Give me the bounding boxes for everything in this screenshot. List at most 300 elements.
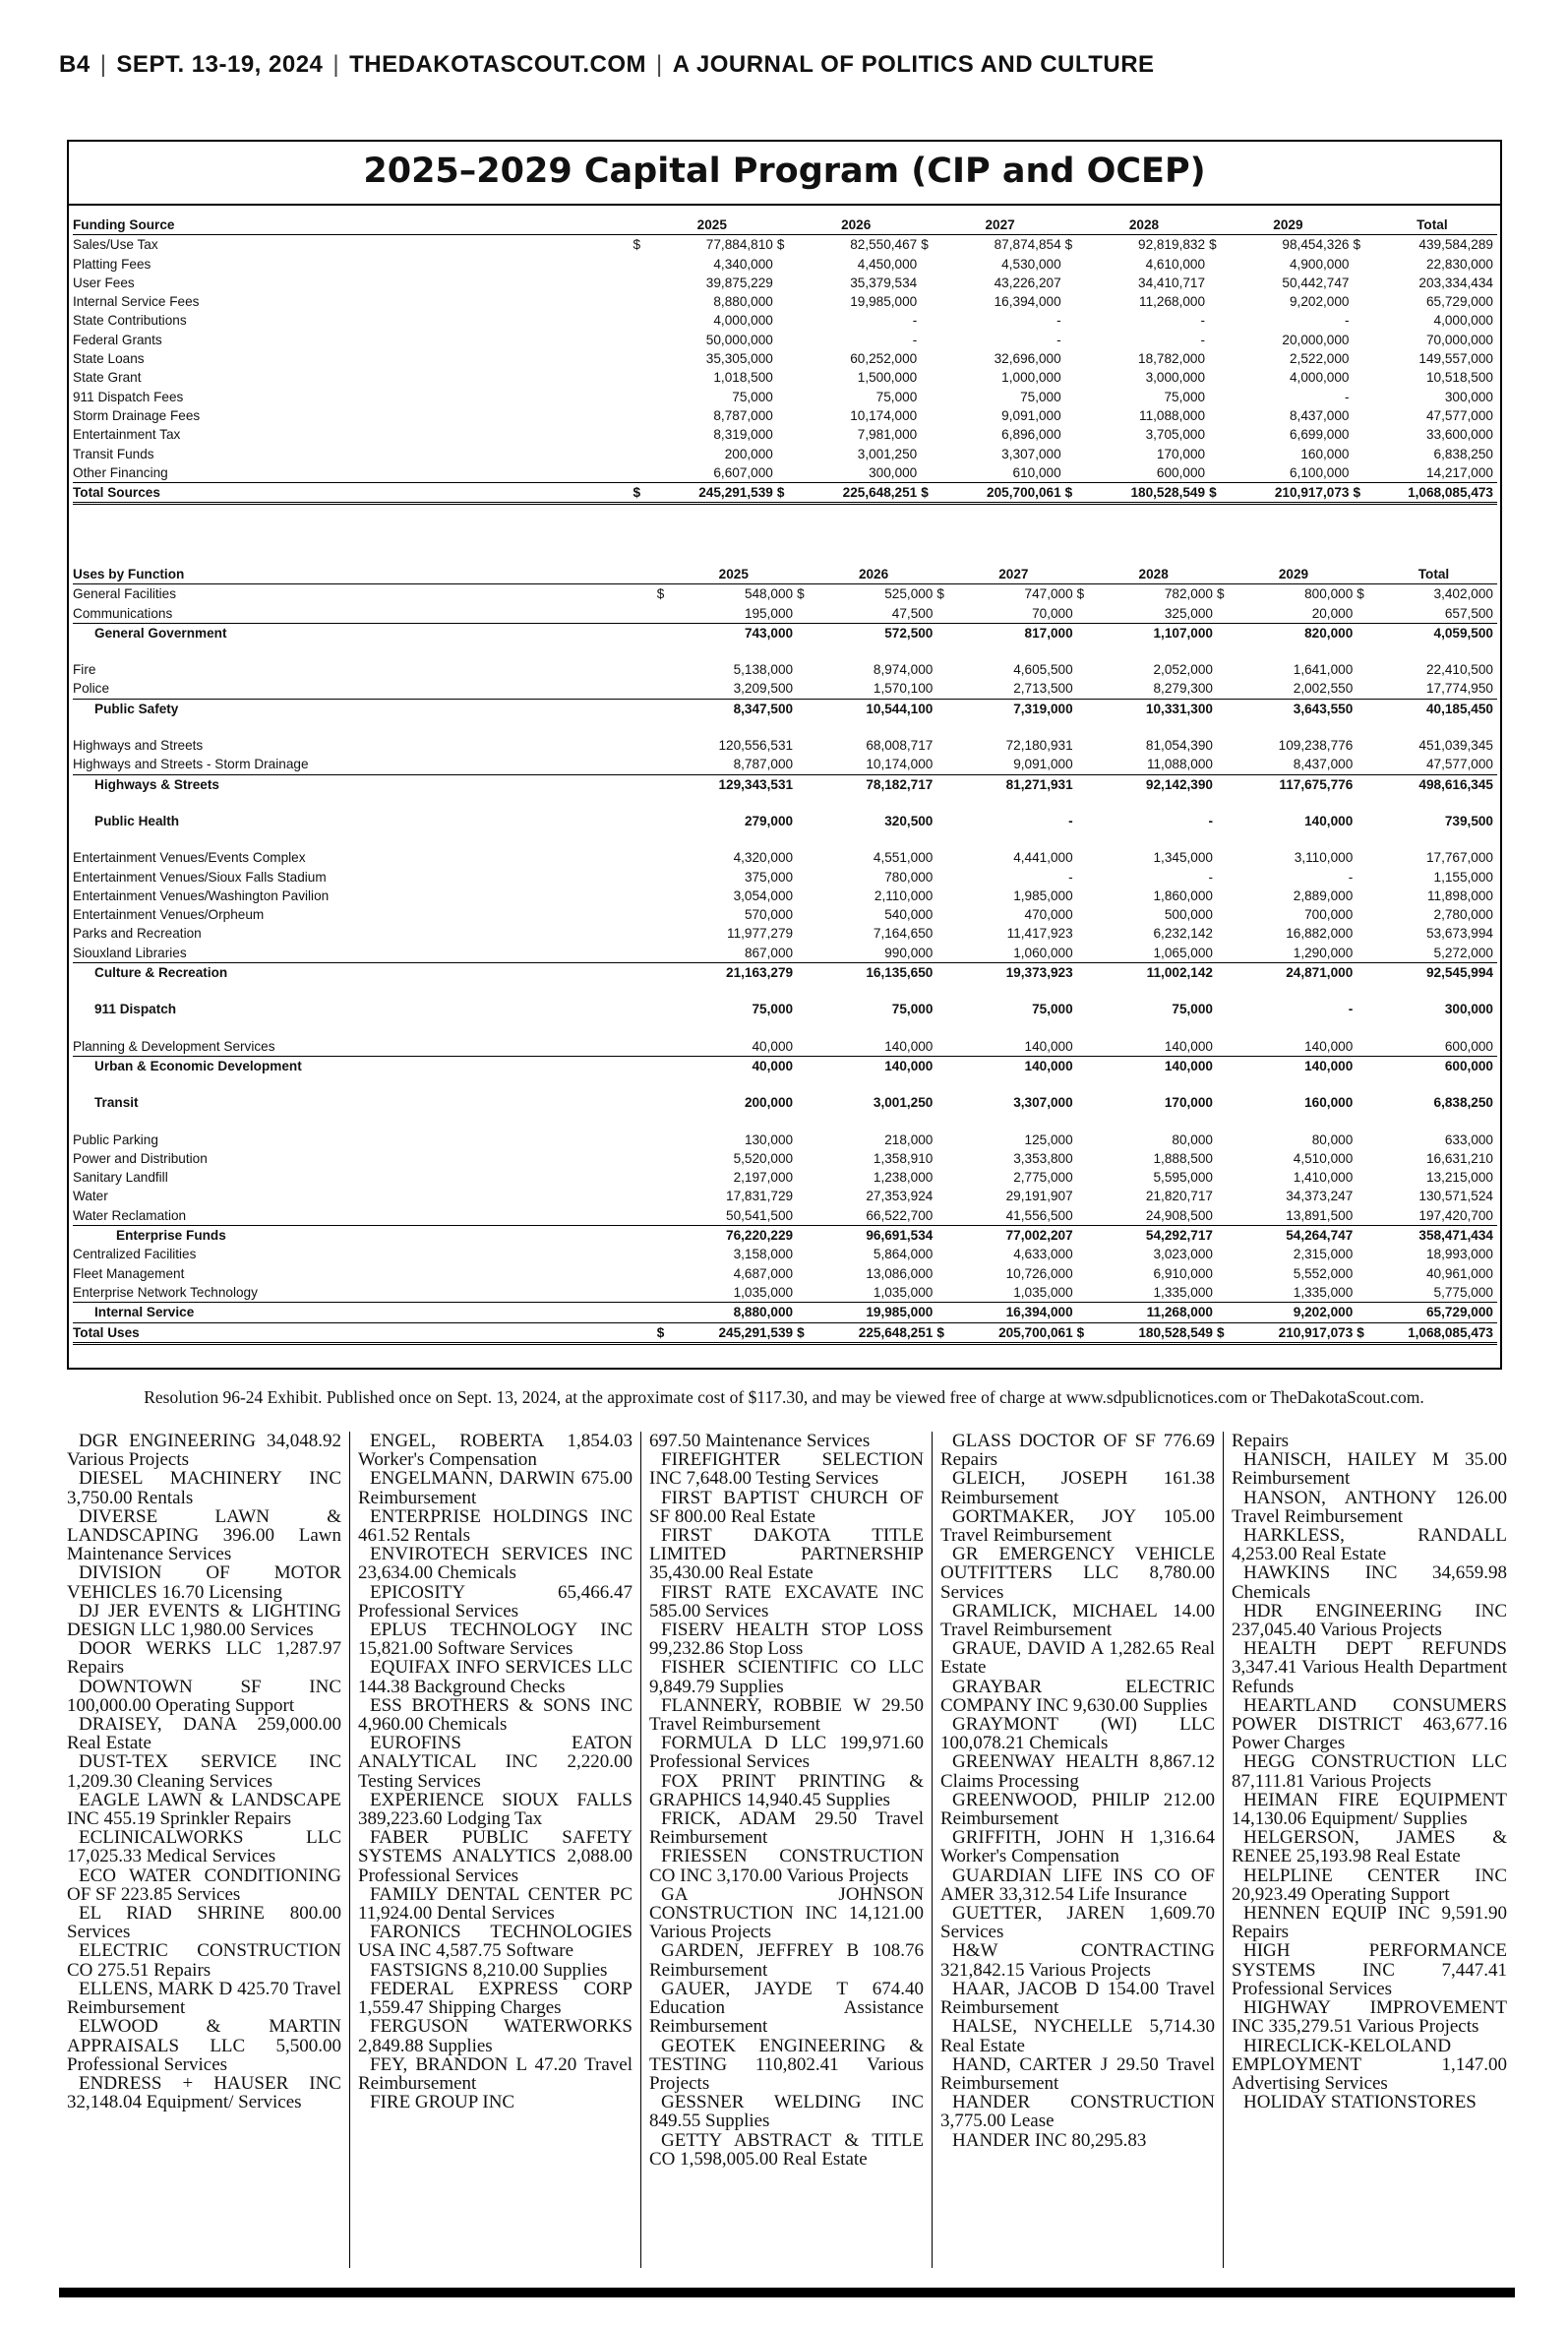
row-value: 10,726,000 [1005, 1265, 1073, 1281]
table-row [73, 463, 1497, 483]
row-label: Highways and Streets - Storm Drainage [73, 755, 657, 774]
vendor-entry: HANDER CONSTRUCTION 3,775.00 Lease [940, 2092, 1215, 2132]
row-value: 1,888,500 [1153, 1150, 1213, 1166]
dollar-sign [657, 1245, 675, 1263]
table-header-row [73, 565, 1497, 584]
row-value: 6,699,000 [1289, 427, 1350, 443]
row-value: 439,584,289 [1418, 237, 1493, 253]
dollar-sign [797, 963, 814, 983]
row-value: 1,060,000 [954, 944, 1077, 963]
vendor-entry: FLANNERY, ROBBIE W 29.50 Travel Reimbursement [649, 1694, 924, 1736]
dollar-sign [936, 1000, 954, 1018]
table-row [73, 848, 1497, 867]
dollar-sign [936, 887, 954, 905]
row-value: 170,000 [1164, 1095, 1213, 1111]
dollar-sign: $ [921, 237, 929, 253]
vendor-entry: HDR ENGINEERING INC 237,045.40 Various Projects [1232, 1600, 1507, 1641]
row-value: 8,437,000 [1289, 407, 1350, 423]
dollar-sign [1209, 445, 1227, 463]
vendor-entry: HIGHWAY IMPROVEMENT INC 335,279.51 Various Projects [1232, 1997, 1507, 2038]
table-row [73, 584, 1497, 604]
dollar-sign [1353, 445, 1370, 463]
table-row [73, 868, 1497, 887]
spacer [1209, 215, 1227, 235]
dollar-sign [936, 604, 954, 624]
row-label: Highways and Streets [73, 738, 204, 754]
row-value: 76,220,229 [726, 1228, 794, 1244]
dollar-sign [633, 349, 650, 368]
vendor-entry: FIREFIGHTER SELECTION INC 7,648.00 Testing Services [649, 1449, 924, 1490]
table-row [73, 445, 1497, 463]
dollar-sign [921, 292, 938, 311]
dollar-sign [1065, 331, 1083, 349]
row-label: State Contributions [73, 313, 187, 329]
dollar-sign [921, 255, 938, 274]
row-label: 911 Dispatch [94, 1002, 177, 1017]
table-row [73, 1283, 1497, 1303]
row-value: 3,001,250 [857, 446, 918, 461]
vendor-entry: EQUIFAX INFO SERVICES LLC 144.38 Background Checks [358, 1657, 633, 1697]
row-value: 125,000 [1024, 1132, 1073, 1147]
row-value: 2,110,000 [874, 887, 934, 903]
vendor-entry: HEALTH DEPT REFUNDS 3,347.41 Various Health Department Refunds [1232, 1638, 1507, 1697]
table-row [73, 905, 1497, 924]
vendor-entry: GETTY ABSTRACT & TITLE CO 1,598,005.00 Real Estate [649, 2129, 924, 2170]
dollar-sign [1217, 887, 1235, 905]
row-value: 2,315,000 [1293, 1247, 1354, 1262]
dollar-sign [1077, 963, 1095, 983]
dollar-sign [1077, 1206, 1095, 1226]
dollar-sign [657, 1206, 675, 1226]
table-row [73, 774, 1497, 794]
dollar-sign: $ [633, 483, 650, 504]
row-value: 40,961,000 [1425, 1265, 1493, 1281]
row-value: 9,202,000 [1289, 294, 1350, 310]
dollar-sign [797, 868, 814, 887]
dollar-sign [1077, 868, 1095, 887]
dollar-sign [1077, 1303, 1095, 1322]
dollar-sign [657, 868, 675, 887]
row-value: 8,880,000 [713, 294, 773, 310]
dollar-sign [936, 1245, 954, 1263]
row-value: - [1200, 332, 1206, 347]
issue-date: SEPT. 13-19, 2024 [116, 51, 324, 78]
dollar-sign [1217, 1303, 1235, 1322]
row-value: 140,000 [954, 1037, 1077, 1057]
dollar-sign [1353, 331, 1370, 349]
dollar-sign: $ [936, 1322, 954, 1343]
table-row [73, 1303, 1497, 1322]
dollar-sign [921, 406, 938, 425]
dollar-sign [1217, 905, 1235, 924]
dollar-sign [1217, 848, 1235, 867]
row-value: 4,000,000 [1289, 370, 1350, 386]
dollar-sign [797, 1149, 814, 1168]
dollar-sign [1217, 623, 1235, 642]
dollar-sign [777, 311, 795, 330]
row-value: 180,528,549 [1094, 1322, 1217, 1343]
dollar-sign [1217, 963, 1235, 983]
dollar-sign [797, 812, 814, 830]
dollar-sign [921, 425, 938, 444]
dollar-sign [1357, 623, 1374, 642]
dollar-sign [936, 1149, 954, 1168]
vendor-entry: GEOTEK ENGINEERING & TESTING 110,802.41 Various Projects [649, 2035, 924, 2094]
row-value: 34,410,717 [1138, 275, 1206, 290]
spacer [936, 565, 954, 584]
dollar-sign [797, 1245, 814, 1263]
row-value: 34,373,247 [1286, 1189, 1354, 1204]
dollar-sign [1357, 736, 1374, 755]
row-value: 54,292,717 [1145, 1228, 1213, 1244]
dollar-sign [1357, 868, 1374, 887]
dollar-sign [657, 1056, 675, 1075]
row-value: 16,394,000 [994, 294, 1061, 310]
dollar-sign [936, 1131, 954, 1149]
row-value: 6,896,000 [1001, 427, 1061, 443]
dollar-sign [1217, 1037, 1235, 1057]
vendor-entry: FIRST DAKOTA TITLE LIMITED PARTNERSHIP 35,430.00 Real Estate [649, 1525, 924, 1584]
row-label: Urban & Economic Development [94, 1058, 302, 1073]
row-value: 5,864,000 [873, 1247, 934, 1262]
vendor-entry: ECO WATER CONDITIONING OF SF 223.85 Services [67, 1865, 341, 1905]
dollar-sign [1077, 1264, 1095, 1283]
vendor-column [641, 1432, 933, 2268]
dollar-sign [936, 660, 954, 679]
vendor-entry: ESS BROTHERS & SONS INC 4,960.00 Chemicals [358, 1694, 633, 1736]
vendor-entry: FOX PRINT PRINTING & GRAPHICS 14,940.45 Supplies [649, 1770, 924, 1810]
vendor-entry: DIVISION OF MOTOR VEHICLES 16.70 Licensing [67, 1562, 341, 1603]
dollar-sign [1357, 604, 1374, 624]
row-value: 170,000 [1156, 446, 1206, 461]
dollar-sign [1217, 679, 1235, 699]
row-label: Transit Funds [73, 446, 154, 461]
row-value: 375,000 [744, 869, 794, 885]
column-header-year: Total [1374, 565, 1497, 584]
table-row [73, 1149, 1497, 1168]
row-value: 75,000 [1020, 389, 1061, 404]
row-value: 540,000 [884, 907, 934, 923]
row-value: 498,616,345 [1418, 776, 1493, 792]
row-value: 129,343,531 [718, 776, 794, 792]
vendor-entry: EPLUS TECHNOLOGY INC 15,821.00 Software Services [358, 1620, 633, 1660]
vendor-entry: ECLINICALWORKS LLC 17,025.33 Medical Services [67, 1827, 341, 1867]
vendor-entry: EPICOSITY 65,466.47 Professional Services [358, 1581, 633, 1621]
row-value: - [1348, 869, 1354, 885]
table-row [73, 1131, 1497, 1149]
dollar-sign [1217, 755, 1235, 774]
dollar-sign [936, 812, 954, 830]
row-value: 13,086,000 [866, 1265, 934, 1281]
dollar-sign [633, 311, 650, 330]
dollar-sign: $ [1357, 586, 1364, 602]
row-value: 8,437,000 [1235, 755, 1357, 774]
dollar-sign [1217, 699, 1235, 718]
vendor-listing-columns [59, 1432, 1515, 2268]
vendor-entry: FEY, BRANDON L 47.20 Travel Reimbursement [358, 2053, 633, 2094]
row-value: 225,648,251 [814, 1322, 937, 1343]
dollar-sign [1209, 368, 1227, 387]
row-value: 130,571,524 [1418, 1189, 1493, 1204]
dollar-sign [1353, 368, 1370, 387]
row-value: 451,039,345 [1418, 738, 1493, 754]
row-label: Internal Service Fees [73, 294, 200, 310]
row-value: 18,782,000 [1138, 351, 1206, 367]
vendor-entry: GLASS DOCTOR OF SF 776.69 Repairs [940, 1431, 1215, 1471]
vendor-entry: HELPLINE CENTER INC 20,923.49 Operating Support [1232, 1865, 1507, 1905]
vendor-column [1224, 1432, 1515, 2268]
row-value: 1,410,000 [1293, 1170, 1354, 1186]
vendor-entry: EUROFINS EATON ANALYTICAL INC 2,220.00 Testing Services [358, 1733, 633, 1792]
row-value: 3,307,000 [1013, 1095, 1073, 1111]
dollar-sign [1077, 660, 1095, 679]
dollar-sign [1077, 812, 1095, 830]
row-value: 11,417,923 [1006, 926, 1073, 942]
dollar-sign [1217, 1000, 1235, 1018]
dollar-sign [1357, 774, 1374, 794]
table-row [73, 292, 1497, 311]
row-value: 16,394,000 [954, 1303, 1077, 1322]
dollar-sign [1353, 349, 1370, 368]
vendor-entry: ENVIROTECH SERVICES INC 23,634.00 Chemicals [358, 1544, 633, 1584]
vendor-entry: GRAMLICK, MICHAEL 14.00 Travel Reimbursement [940, 1600, 1215, 1641]
dollar-sign [1217, 1283, 1235, 1303]
row-value: 40,000 [752, 1058, 794, 1073]
row-value: 14,217,000 [1371, 463, 1497, 483]
row-label: State Grant [73, 370, 142, 386]
table-row [73, 812, 1497, 830]
row-value: 817,000 [1024, 625, 1073, 641]
vendor-entry: FABER PUBLIC SAFETY SYSTEMS ANALYTICS 2,088.00 Professional Services [358, 1827, 633, 1886]
row-value: 78,182,717 [866, 776, 934, 792]
row-label: Public Parking [73, 1132, 158, 1147]
row-value: 657,500 [1374, 604, 1497, 624]
row-value: 81,054,390 [1145, 738, 1213, 754]
dollar-sign [1353, 406, 1370, 425]
column-header-label: Funding Source [73, 215, 633, 235]
table-row [73, 388, 1497, 406]
row-value: 81,271,931 [1005, 776, 1073, 792]
row-value: 3,000,000 [1145, 370, 1206, 386]
dollar-sign [657, 1303, 675, 1322]
row-value: 10,331,300 [1145, 701, 1213, 716]
dollar-sign [1077, 755, 1095, 774]
row-value: 1,000,000 [1001, 370, 1061, 386]
row-value: 140,000 [1304, 813, 1354, 828]
row-value: 600,000 [1444, 1058, 1493, 1073]
row-value: 4,605,500 [1013, 662, 1073, 678]
vendor-entry: GREENWOOD, PHILIP 212.00 Reimbursement [940, 1789, 1215, 1830]
vendor-entry: DGR ENGINEERING 34,048.92 Various Projects [67, 1431, 341, 1471]
row-value: 1,018,500 [713, 370, 773, 386]
row-value: 50,000,000 [705, 332, 773, 347]
dollar-sign [633, 274, 650, 292]
row-value: 41,556,500 [954, 1206, 1077, 1226]
dollar-sign [921, 311, 938, 330]
dollar-sign [1065, 388, 1083, 406]
row-value: 1,035,000 [814, 1283, 937, 1303]
vendor-entry: FRIESSEN CONSTRUCTION CO INC 3,170.00 Various Projects [649, 1846, 924, 1886]
dollar-sign [657, 887, 675, 905]
row-label: Sales/Use Tax [73, 237, 158, 253]
dollar-sign [797, 1303, 814, 1322]
row-value: 4,551,000 [873, 850, 934, 866]
row-value: 300,000 [795, 463, 921, 483]
dollar-sign [657, 623, 675, 642]
column-header-year: 2025 [651, 215, 777, 235]
row-value: - [1208, 813, 1213, 828]
row-value: 2,713,500 [954, 679, 1077, 699]
dollar-sign: $ [1209, 237, 1217, 253]
table-row [73, 1168, 1497, 1187]
capital-program-table-box [67, 140, 1502, 1370]
row-label: Public Safety [94, 701, 179, 716]
dollar-sign [797, 1206, 814, 1226]
row-value: 16,631,210 [1425, 1150, 1493, 1166]
vendor-entry: DOOR WERKS LLC 1,287.97 Repairs [67, 1638, 341, 1679]
dollar-sign [633, 463, 650, 483]
dollar-sign [777, 255, 795, 274]
row-value: 10,544,100 [866, 701, 934, 716]
row-value: 20,000,000 [1282, 332, 1350, 347]
spacer-cell [73, 642, 1497, 660]
table-row [73, 1264, 1497, 1283]
dollar-sign [797, 604, 814, 624]
dollar-sign [921, 331, 938, 349]
row-value: 4,340,000 [713, 256, 773, 272]
row-value: 3,402,000 [1433, 586, 1493, 602]
spacer-cell [73, 718, 1497, 736]
vendor-entry: DUST-TEX SERVICE INC 1,209.30 Cleaning Services [67, 1751, 341, 1792]
dollar-sign [1357, 1264, 1374, 1283]
row-value: - [1344, 313, 1350, 329]
dollar-sign [1217, 1149, 1235, 1168]
row-value: 470,000 [1024, 907, 1073, 923]
dollar-sign [1217, 1226, 1235, 1246]
row-value: 47,577,000 [1425, 407, 1493, 423]
dollar-sign [1077, 1037, 1095, 1057]
vendor-entry: HANDER INC 80,295.83 [952, 2129, 1147, 2151]
row-label: Highways & Streets [94, 776, 219, 792]
row-value: 5,272,000 [1374, 944, 1497, 963]
dollar-sign [797, 623, 814, 642]
column-header-year: 2026 [814, 565, 937, 584]
column-header-label: Uses by Function [73, 565, 657, 584]
row-value: 33,600,000 [1425, 427, 1493, 443]
row-value: 4,441,000 [1013, 850, 1073, 866]
row-value: 2,775,000 [1013, 1170, 1073, 1186]
spacer-cell [73, 1113, 1497, 1131]
dollar-sign [1209, 349, 1227, 368]
dollar-sign: $ [1353, 237, 1361, 253]
dollar-sign [1217, 924, 1235, 943]
dollar-sign: $ [1064, 237, 1073, 253]
dollar-sign [1077, 1168, 1095, 1187]
dollar-sign: $ [921, 483, 938, 504]
row-value: 225,648,251 [795, 483, 921, 504]
row-value: 120,556,531 [718, 738, 794, 754]
dollar-sign [1209, 425, 1227, 444]
dollar-sign [633, 406, 650, 425]
row-label: Water Reclamation [73, 1206, 657, 1226]
row-value: - [1056, 313, 1061, 329]
dollar-sign [1217, 944, 1235, 963]
spacer [1357, 565, 1374, 584]
table-row [73, 1187, 1497, 1205]
dollar-sign [1077, 1149, 1095, 1168]
vendor-entry: FEDERAL EXPRESS CORP 1,559.47 Shipping Charges [358, 1978, 633, 2019]
dollar-sign [1209, 255, 1227, 274]
row-value: 4,530,000 [1001, 256, 1061, 272]
row-value: 19,985,000 [850, 294, 918, 310]
row-value: 27,353,924 [866, 1189, 934, 1204]
row-value: 1,107,000 [1153, 625, 1213, 641]
vendor-entry: HENNEN EQUIP INC 9,591.90 Repairs [1232, 1903, 1507, 1943]
row-value: 19,985,000 [814, 1303, 937, 1322]
vendor-entry: GRAYBAR ELECTRIC COMPANY INC 9,630.00 Supplies [940, 1676, 1215, 1716]
dollar-sign [1077, 604, 1095, 624]
dollar-sign [936, 1056, 954, 1075]
vendor-entry: FORMULA D LLC 199,971.60 Professional Services [649, 1733, 924, 1773]
dollar-sign [1077, 1245, 1095, 1263]
dollar-sign [657, 679, 675, 699]
row-value: 6,838,250 [1433, 446, 1493, 461]
row-value: 35,305,000 [705, 351, 773, 367]
row-label: Fleet Management [73, 1265, 185, 1281]
dollar-sign [1353, 292, 1370, 311]
row-value: 3,023,000 [1153, 1247, 1213, 1262]
row-label: Siouxland Libraries [73, 944, 657, 963]
row-value: 11,088,000 [1139, 407, 1206, 423]
dollar-sign [1077, 1000, 1095, 1018]
dollar-sign [797, 887, 814, 905]
dollar-sign [1353, 425, 1370, 444]
row-label: Entertainment Venues/Sioux Falls Stadium [73, 869, 327, 885]
spacer [657, 565, 675, 584]
row-label: Culture & Recreation [94, 965, 228, 981]
dollar-sign [657, 774, 675, 794]
dollar-sign [936, 1226, 954, 1246]
table-row [73, 274, 1497, 292]
row-value: 245,291,539 [651, 483, 777, 504]
dollar-sign [1357, 812, 1374, 830]
row-value: 8,974,000 [873, 662, 934, 678]
tagline: A JOURNAL OF POLITICS AND CULTURE [672, 51, 1155, 78]
dollar-sign [1077, 623, 1095, 642]
dollar-sign [1357, 1093, 1374, 1112]
dollar-sign [657, 812, 675, 830]
dollar-sign [1065, 274, 1083, 292]
row-value: 68,008,717 [866, 738, 934, 754]
dollar-sign [1065, 445, 1083, 463]
row-value: 1,860,000 [1153, 887, 1213, 903]
vendor-entry: HEARTLAND CONSUMERS POWER DISTRICT 463,677.16 Power Charges [1232, 1694, 1507, 1754]
table-row [73, 483, 1497, 504]
row-value: 1,065,000 [1094, 944, 1217, 963]
dollar-sign [936, 905, 954, 924]
row-value: 1,641,000 [1293, 662, 1354, 678]
row-value: 80,000 [1172, 1132, 1213, 1147]
dollar-sign [1077, 848, 1095, 867]
row-value: 1,335,000 [1094, 1283, 1217, 1303]
row-value: 3,353,800 [1013, 1150, 1073, 1166]
vendor-entry: DOWNTOWN SF INC 100,000.00 Operating Support [67, 1676, 341, 1716]
vendor-entry: FISHER SCIENTIFIC CO LLC 9,849.79 Supplies [649, 1657, 924, 1697]
dollar-sign [1357, 755, 1374, 774]
dollar-sign [1077, 679, 1095, 699]
row-value: - [1208, 869, 1213, 885]
vendor-entry: HEGG CONSTRUCTION LLC 87,111.81 Various Projects [1232, 1751, 1507, 1792]
